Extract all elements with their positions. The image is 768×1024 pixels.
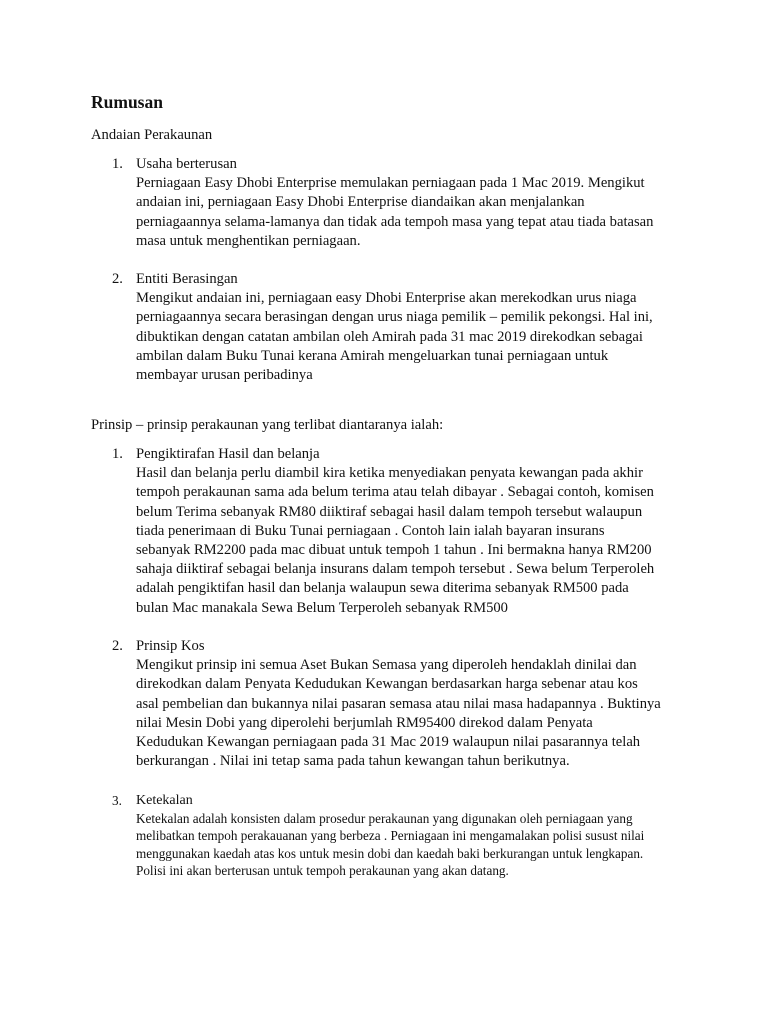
list-number: 1.	[112, 156, 123, 172]
list-number: 1.	[112, 446, 123, 462]
list-item-body: Ketekalan adalah konsisten dalam prosedur perakaunan yang digunakan oleh perniagaan yang melibatkan tempoh perakauanan yang berbeza . Perniagaan ini mengamalakan polisi susust nilai menggunakan kaedah atas kos untuk mesin dobi dan kaedah baki berkurangan untuk lengkapan. Polisi ini akan berterusan untuk tempoh perakaunan yang akan datang.	[136, 810, 645, 878]
list-item-heading: Entiti Berasingan	[136, 271, 238, 287]
list-number: 3.	[112, 793, 122, 808]
list-item-body: Hasil dan belanja perlu diambil kira ketika menyediakan penyata kewangan pada akhir tempoh perakaunan sama ada belum terima atau telah dibayar . Sebagai contoh, komisen belum Terima sebanyak RM80 diiktiraf sebagai hasil dalam tempoh tersebut walaupun tiada penerimaan di Buku Tunai perniagaan . Contoh lain ialah bayaran insurans sebanyak RM2200 pada mac dibuat untuk tempoh 1 tahun . Ini bermakna hanya RM200 sahaja diiktiraf sebagai belanja insurans dalam tempoh tersebut . Sewa belum Terperoleh adalah pengiktifan hasil dan belanja walaupun sewa diterima sebanyak RM500 pada bulan Mac manakala Sewa Belum Terperoleh sebanyak RM500	[136, 465, 655, 616]
list-item-pengiktirafan	[91, 445, 691, 618]
section-heading-andaian: Andaian Perakaunan	[91, 127, 213, 143]
list-item-body: Perniagaan Easy Dhobi Enterprise memulakan perniagaan pada 1 Mac 2019. Mengikut andaian ini, perniagaan Easy Dhobi Enterprise diandaikan akan menjalankan perniagaannya selama-lamanya dan tidak ada tempoh masa yang tepat atau tiada batasan masa untuk menghentikan perniagaan.	[136, 175, 654, 249]
list-number: 2.	[112, 271, 123, 287]
list-item-heading: Prinsip Kos	[136, 638, 205, 654]
section-heading-prinsip: Prinsip – prinsip perakaunan yang terlibat diantaranya ialah:	[91, 417, 444, 433]
list-item-entiti-berasingan	[91, 270, 691, 385]
list-item-usaha-berterusan	[91, 155, 691, 251]
list-item-prinsip-kos	[91, 637, 691, 771]
list-item-heading: Usaha berterusan	[136, 156, 237, 172]
list-item-heading: Ketekalan	[136, 793, 193, 808]
list-item-body: Mengikut andaian ini, perniagaan easy Dhobi Enterprise akan merekodkan urus niaga perniagaannya secara berasingan dengan urus niaga pemilik – pemilik pekongsi. Hal ini, dibuktikan dengan catatan ambilan oleh Amirah pada 31 mac 2019 direkodkan sebagai ambilan dalam Buku Tunai kerana Amirah mengeluarkan tunai perniagaan untuk membayar urusan peribadinya	[136, 290, 653, 384]
page-title: Rumusan	[91, 92, 163, 112]
list-item-ketekalan	[91, 792, 691, 880]
list-item-body: Mengikut prinsip ini semua Aset Bukan Semasa yang diperoleh hendaklah dinilai dan direkodkan dalam Penyata Kedudukan Kewangan berdasarkan harga sebenar atau kos asal pembelian dan bukannya nilai pasaran semasa atau nilai masa hadapannya . Buktinya nilai Mesin Dobi yang diperolehi berjumlah RM95400 direkod dalam Penyata Kedudukan Kewangan perniagaan pada 31 Mac 2019 walaupun nilai pasarannya telah berkurangan . Nilai ini tetap sama pada tahun kewangan tahun berikutnya.	[136, 657, 661, 770]
list-item-heading: Pengiktirafan Hasil dan belanja	[136, 446, 320, 462]
list-number: 2.	[112, 638, 123, 654]
